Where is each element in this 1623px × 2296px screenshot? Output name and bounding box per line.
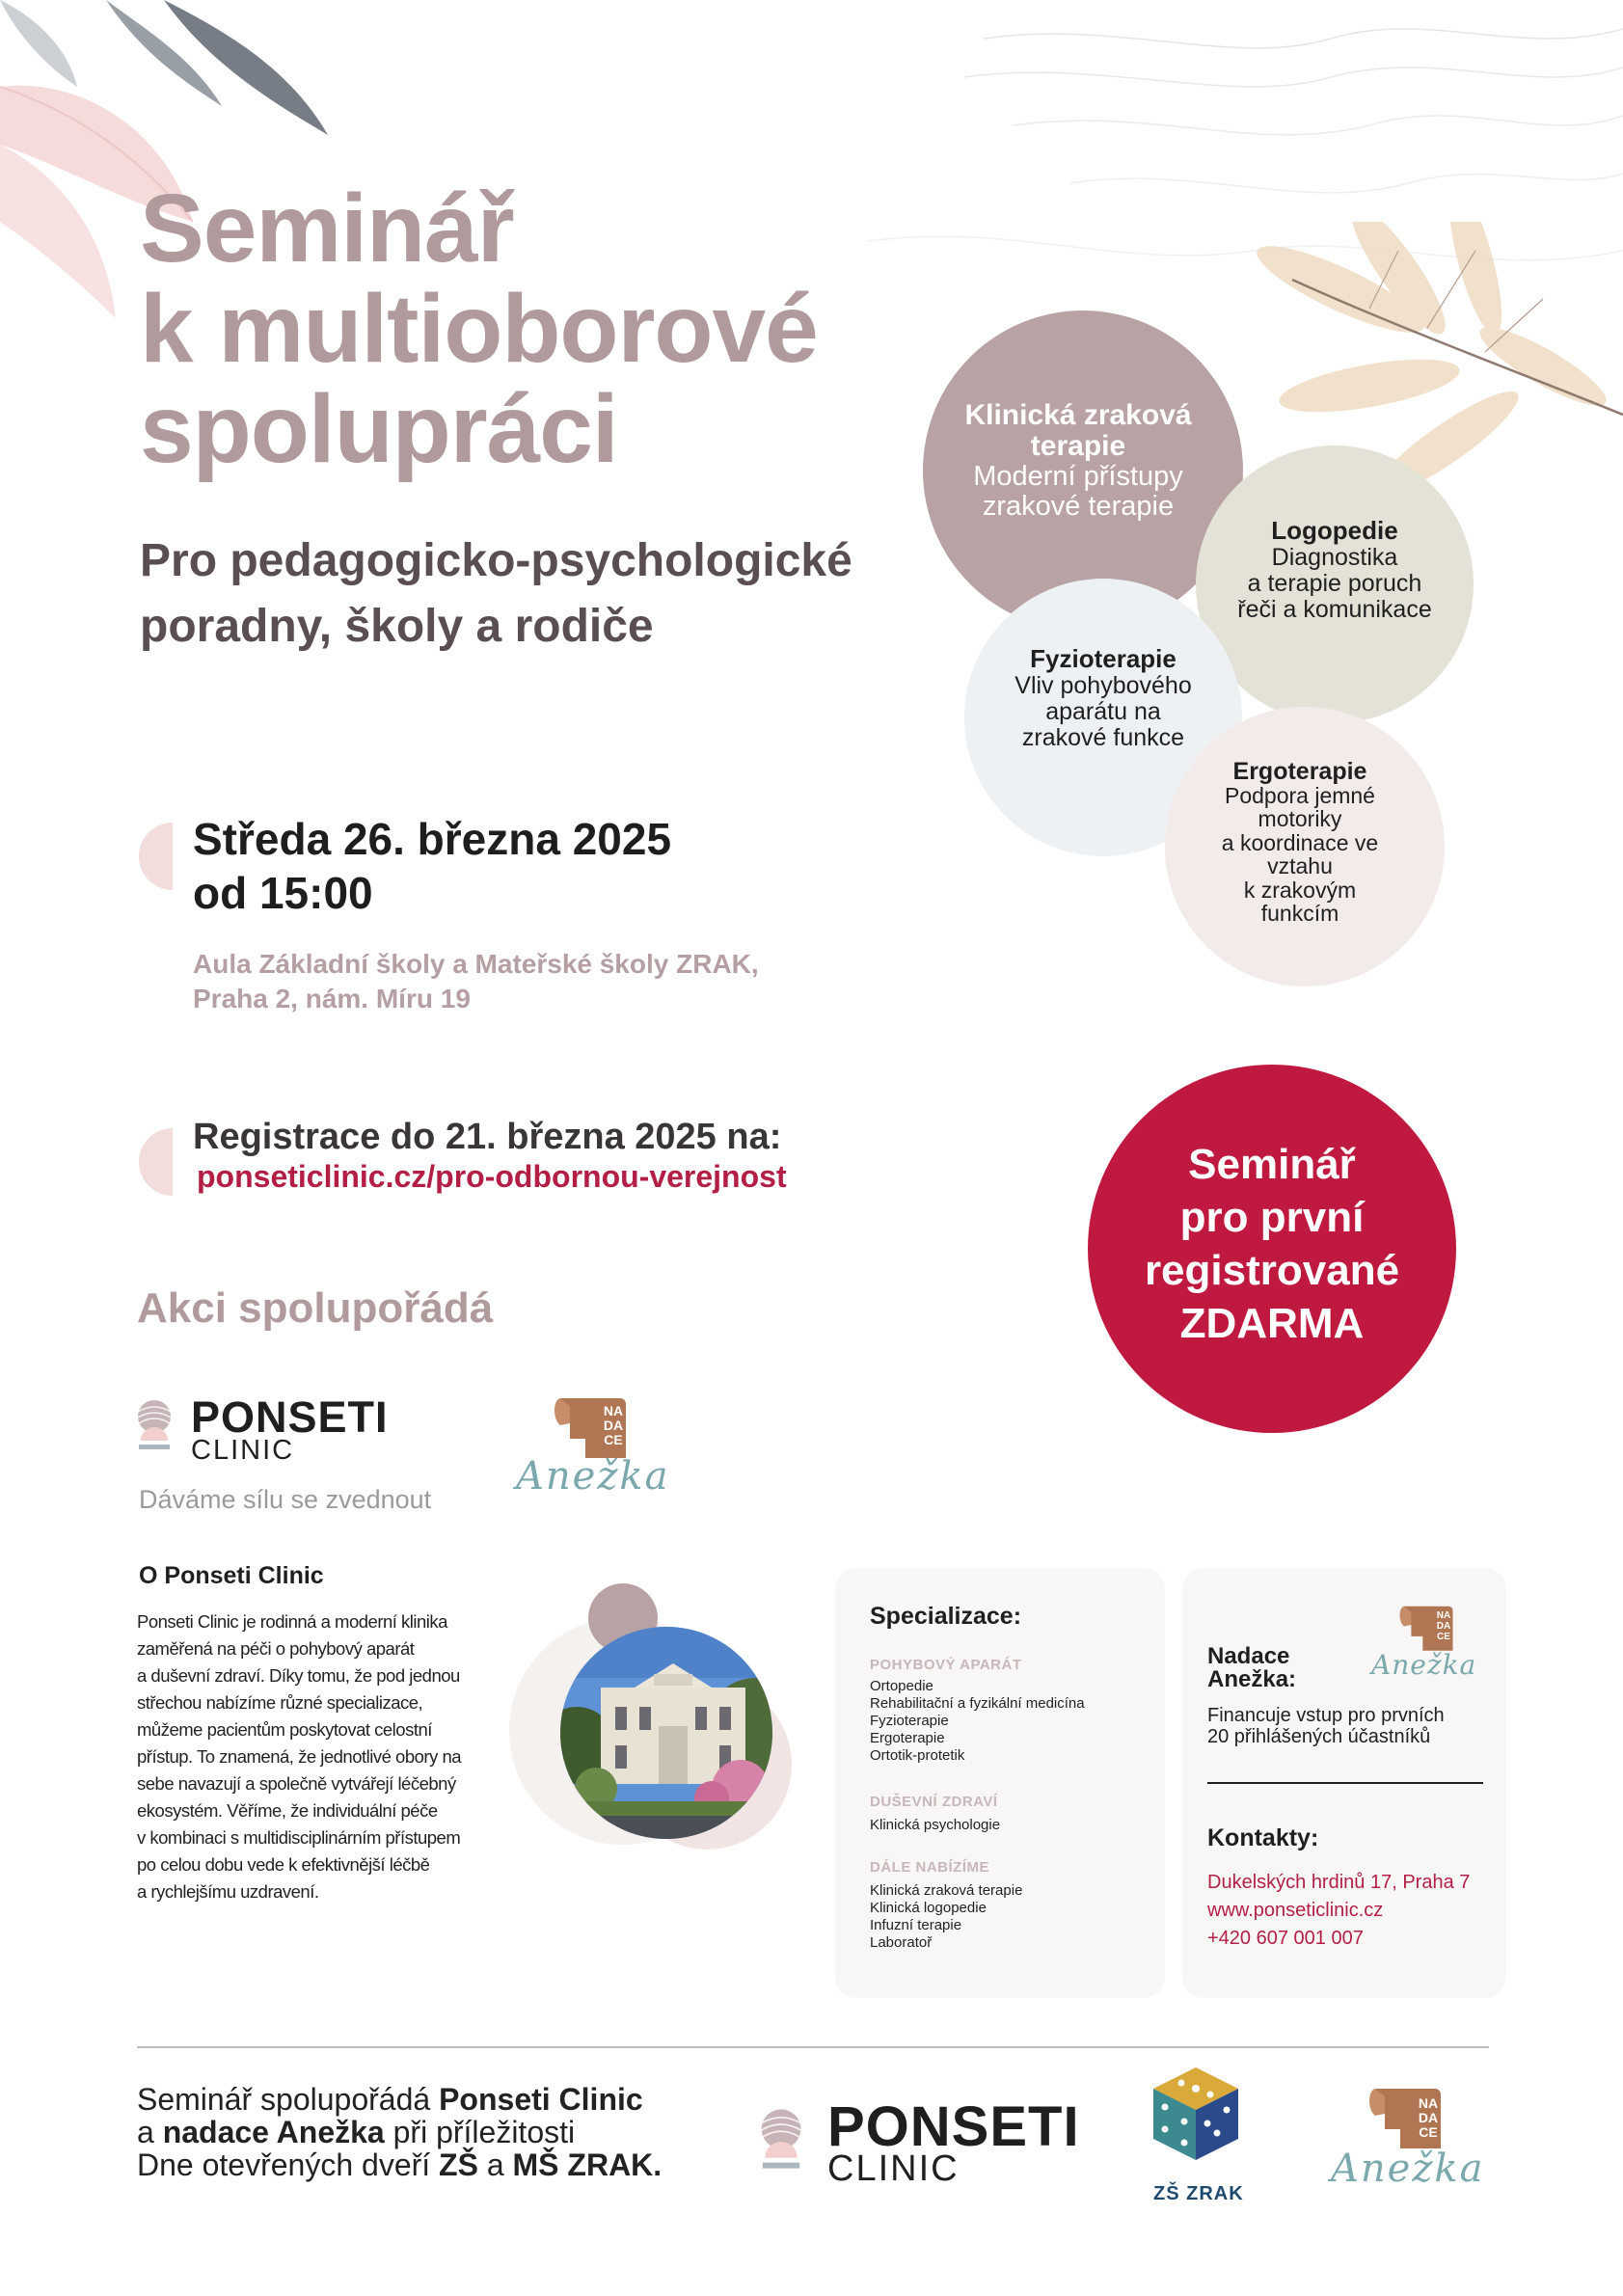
about-line: střechou nabízíme různé specializace,	[137, 1692, 423, 1713]
ponseti-logo-icon	[758, 2106, 804, 2177]
nadace-card-logo	[1371, 1603, 1487, 1699]
nadace-desc-line: Financuje vstup pro prvních	[1207, 1705, 1445, 1726]
footer-text	[137, 2083, 662, 2181]
dice-cube-icon	[1148, 2064, 1244, 2164]
circle-occupational-therapy	[1165, 707, 1445, 986]
nadace-letters: NA	[1418, 2095, 1439, 2111]
event-venue	[193, 947, 759, 1016]
footer-text-part: a	[477, 2147, 513, 2182]
spec-item: Ortopedie	[870, 1678, 933, 1694]
venue-line-1: Aula Základní školy a Mateřské školy ZRAK,	[193, 949, 759, 979]
footer-divider	[137, 2046, 1489, 2048]
about-title: O Ponseti Clinic	[139, 1562, 324, 1589]
co-organizer-heading: Akci spolupořádá	[137, 1284, 494, 1332]
footer-text-part: Seminář spolupořádá	[137, 2082, 440, 2117]
contact-web-link[interactable]: www.ponseticlinic.cz	[1207, 1900, 1384, 1921]
circle-desc: Diagnostika	[1271, 544, 1398, 571]
circle-desc: motoriky	[1258, 806, 1342, 831]
circle-desc: funkcím	[1260, 901, 1339, 926]
free-seminar-badge	[1088, 1065, 1456, 1433]
circle-desc: Podpora jemné	[1224, 782, 1375, 808]
event-time: od 15:00	[193, 868, 373, 918]
circle-title: Klinická zraková	[964, 399, 1192, 431]
circle-title: Ergoterapie	[1232, 757, 1367, 785]
registration-label: Registrace do 21. března 2025 na:	[193, 1117, 782, 1157]
spec-item: Fyzioterapie	[870, 1713, 949, 1729]
nadace-contacts-card	[1182, 1568, 1506, 1998]
about-line: v kombinaci s multidisciplinárním přístupem	[137, 1827, 461, 1848]
nadace-letters: DA	[1418, 2110, 1439, 2125]
nadace-letters: CE	[1437, 1632, 1450, 1642]
circle-title: terapie	[1030, 430, 1126, 462]
footer-text-part: Dne otevřených dveří	[137, 2147, 440, 2182]
nadace-card-title	[1207, 1645, 1296, 1691]
spec-item: Infuzní terapie	[870, 1917, 962, 1933]
spec-item: Klinická psychologie	[870, 1817, 1001, 1833]
specializations-heading: Specializace:	[870, 1603, 1022, 1630]
subtitle	[140, 528, 852, 660]
subtitle-line-2: poradny, školy a rodiče	[140, 601, 654, 652]
about-line: můžeme pacientům poskytovat celostní	[137, 1719, 432, 1740]
nadace-letters: CE	[604, 1432, 623, 1447]
spec-item: Laboratoř	[870, 1934, 933, 1951]
circle-title: Logopedie	[1271, 516, 1398, 545]
footer-text-part: při příležitosti	[384, 2115, 576, 2149]
ponseti-wordmark: PONSETI	[191, 1392, 389, 1442]
nadace-letters: NA	[1436, 1610, 1451, 1621]
badge-line-1: Seminář	[1188, 1141, 1356, 1188]
nadace-anezka-logo	[516, 1394, 670, 1510]
ponseti-logo-icon	[135, 1398, 174, 1456]
ponseti-tagline: Dáváme sílu se zvednout	[139, 1485, 432, 1514]
about-line: po celou dobu vede k efektivnější léčbě	[137, 1854, 430, 1875]
spec-group-name: DÁLE NABÍZÍME	[870, 1859, 989, 1876]
circle-desc: Moderní přístupy	[973, 461, 1183, 492]
about-line: a duševní zdraví. Díky tomu, že pod jednou	[137, 1665, 460, 1686]
nadace-title-line: Anežka:	[1207, 1666, 1297, 1692]
title-line-2: k multioborové	[140, 275, 818, 383]
spec-group-items	[870, 1817, 1000, 1834]
footer-ponseti-logo	[758, 2095, 1086, 2189]
nadace-letters: DA	[1436, 1621, 1451, 1632]
clinic-wordmark: CLINIC	[827, 2148, 960, 2189]
anezka-script: Anežka	[516, 1454, 670, 1499]
spec-item: Klinická logopedie	[870, 1900, 987, 1916]
spec-item: Klinická zraková terapie	[870, 1882, 1023, 1899]
card-divider	[1207, 1782, 1483, 1784]
subtitle-line-1: Pro pedagogicko-psychologické	[140, 535, 852, 586]
clinic-wordmark: CLINIC	[191, 1435, 295, 1466]
contacts-list	[1207, 1869, 1470, 1953]
nadace-letters: NA	[603, 1403, 624, 1418]
contact-phone[interactable]: +420 607 001 007	[1207, 1928, 1364, 1949]
circle-desc: zrakové terapie	[982, 491, 1175, 522]
spec-group-name: POHYBOVÝ APARÁT	[870, 1657, 1022, 1673]
ponseti-clinic-logo	[135, 1392, 424, 1466]
zs-zrak-logo	[1148, 2064, 1254, 2208]
circle-desc: a terapie poruch	[1247, 570, 1422, 597]
specializations-card	[835, 1568, 1165, 1998]
circle-desc: Vliv pohybového	[1014, 672, 1192, 699]
badge-line-2: pro první	[1179, 1194, 1365, 1241]
circle-desc: zrakové funkce	[1021, 724, 1185, 751]
nadace-title-line: Nadace	[1207, 1643, 1290, 1669]
footer-bold-part: Ponseti Clinic	[439, 2082, 643, 2117]
spec-group-items	[870, 1882, 1022, 1952]
about-line: Ponseti Clinic je rodinná a moderní klinika	[137, 1611, 447, 1632]
nadace-description	[1207, 1705, 1445, 1747]
event-date-line-1: Středa 26. března 2025	[193, 814, 672, 864]
spec-item: Rehabilitační a fyzikální medicína	[870, 1695, 1085, 1712]
circle-desc: k zrakovým	[1243, 877, 1357, 903]
title-line-3: spolupráci	[140, 375, 618, 483]
contact-address: Dukelských hrdinů 17, Praha 7	[1207, 1872, 1471, 1893]
about-text	[137, 1608, 494, 1905]
nadace-letters: CE	[1419, 2124, 1438, 2140]
spec-group-items	[870, 1678, 1085, 1765]
title-line-1: Seminář	[140, 175, 514, 283]
anezka-script: Anežka	[1371, 1649, 1477, 1681]
badge-line-3: registrované	[1144, 1247, 1400, 1294]
venue-line-2: Praha 2, nám. Míru 19	[193, 984, 471, 1013]
circle-desc: vztahu	[1267, 853, 1333, 878]
about-line: a rychlejšímu uzdravení.	[137, 1881, 319, 1902]
registration-link[interactable]: ponseticlinic.cz/pro-odbornou-verejnost	[197, 1159, 787, 1194]
nadace-letters: DA	[603, 1418, 624, 1433]
footer-bold-part: ZŠ	[439, 2147, 478, 2182]
circle-desc: a koordinace ve	[1221, 829, 1379, 855]
about-line: přístup. To znamená, že jednotlivé obory na	[137, 1746, 462, 1767]
ponseti-wordmark: PONSETI	[827, 2095, 1080, 2158]
zs-zrak-label: ZŠ ZRAK	[1153, 2183, 1244, 2204]
footer-bold-part: MŠ ZRAK.	[512, 2147, 663, 2182]
circle-desc: řeči a komunikace	[1237, 596, 1432, 623]
circle-title: Fyzioterapie	[1030, 644, 1177, 673]
main-title	[140, 175, 818, 483]
spec-item: Ergoterapie	[870, 1730, 945, 1746]
footer-text-part: a	[137, 2115, 163, 2149]
spec-item: Ortotik-protetik	[870, 1747, 965, 1764]
event-date	[193, 812, 671, 920]
contacts-heading: Kontakty:	[1207, 1824, 1319, 1851]
about-line: zaměřená na péči o pohybový aparát	[137, 1638, 415, 1659]
about-line: ekosystém. Věříme, že individuální péče	[137, 1800, 438, 1821]
anezka-script: Anežka	[1331, 2147, 1485, 2191]
footer-bold-part: nadace Anežka	[162, 2115, 385, 2149]
badge-line-4: ZDARMA	[1179, 1300, 1365, 1347]
footer-nadace-logo	[1331, 2083, 1485, 2208]
clinic-building-photo	[509, 1581, 808, 1871]
spec-group-name: DUŠEVNÍ ZDRAVÍ	[870, 1794, 998, 1810]
about-line: sebe navazují a společně vytvářejí léčebný	[137, 1773, 456, 1794]
nadace-desc-line: 20 přihlášených účastníků	[1207, 1726, 1431, 1747]
circle-desc: aparátu na	[1045, 698, 1161, 725]
